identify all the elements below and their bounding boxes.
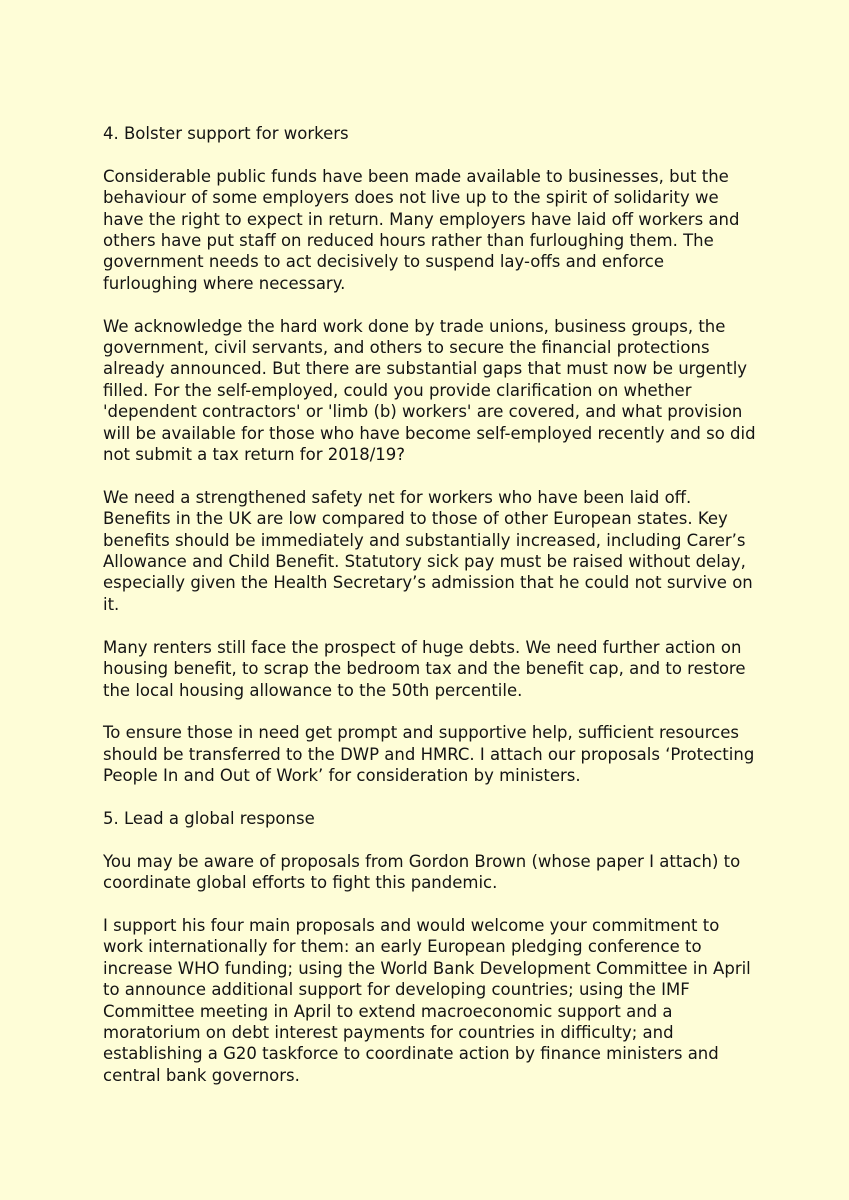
- section-heading-workers: 4. Bolster support for workers: [103, 124, 349, 143]
- paragraph-resources: To ensure those in need get prompt and supportive help, sufficient resources should be transferred to the DWP and HMRC. I attach our proposals ‘Protecting People In and Out of Work’ for consideration by ministers.: [103, 723, 755, 786]
- section-heading-global: 5. Lead a global response: [103, 808, 315, 828]
- letter-page: [103, 123, 763, 1108]
- paragraph-public-funds: Considerable public funds have been made available to businesses, but the behaviour of some employers does not live up to the spirit of solidarity we have the right to expect in return. Many employers have laid off workers and others have put staff on reduced hours rather than furloughing them. The government needs to act decisively to suspend lay-offs and enforce furloughing where necessary.: [103, 166, 740, 293]
- paragraph-gordon-brown: You may be aware of proposals from Gordon Brown (whose paper I attach) to coordinate global efforts to fight this pandemic.: [103, 851, 741, 893]
- paragraph-financial-protections: We acknowledge the hard work done by trade unions, business groups, the government, civil servants, and others to secure the financial protections already announced. But there are substantial gaps that must now be urgently filled. For the self-employed, could you provide clarification on whether 'dependent contractors' or 'limb (b) workers' are covered, and what provision will be available for those who have become self-employed recently and so did not submit a tax return for 2018/19?: [103, 316, 756, 465]
- paragraph-renters: Many renters still face the prospect of huge debts. We need further action on housing benefit, to scrap the bedroom tax and the benefit cap, and to restore the local housing allowance to the 50th percentile.: [103, 637, 746, 700]
- paragraph-safety-net: We need a strengthened safety net for workers who have been laid off. Benefits in the UK are low compared to those of other European states. Key benefits should be immediately and substantially increased, including Carer’s Allowance and Child Benefit. Statutory sick pay must be raised without delay, especially given the Health Secretary’s admission that he could not survive on it.: [103, 487, 753, 614]
- paragraph-four-proposals: I support his four main proposals and would welcome your commitment to work internationally for them: an early European pledging conference to increase WHO funding; using the World Bank Development Committee in April to announce additional support for developing countries; using the IMF Committee meeting in April to extend macroeconomic support and a moratorium on debt interest payments for countries in difficulty; and establishing a G20 taskforce to coordinate action by finance ministers and central bank governors.: [103, 915, 751, 1085]
